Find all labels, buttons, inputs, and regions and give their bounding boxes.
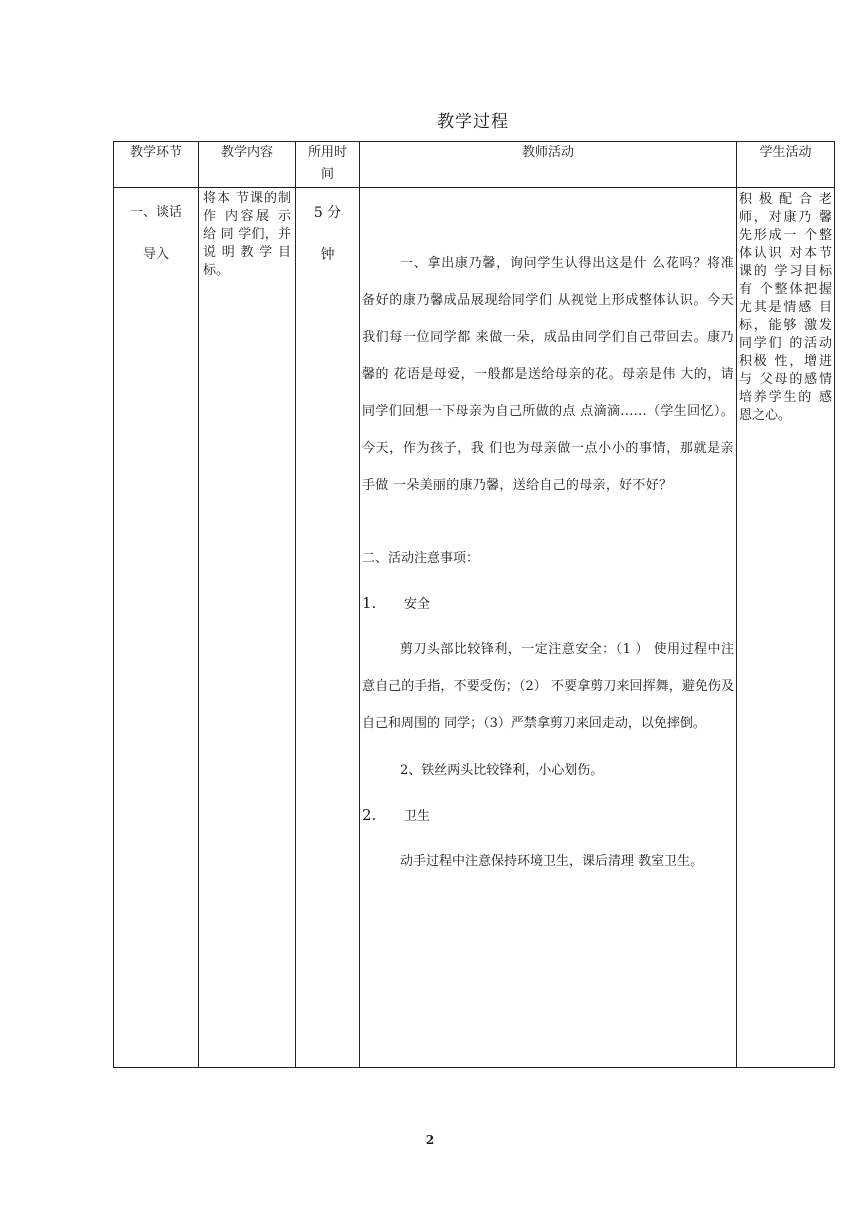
header-content: 教学内容 <box>199 142 296 188</box>
item1-sub: 2、铁丝两头比较锋利，小心划伤。 <box>400 763 604 778</box>
student-text: 积 极 配 合 老 师，对康乃 馨先形成一 个整体认识 对本节课的 学习目标 有 个整体把握 尤其是情感 目标，能够 激发同学们 的活动积极 性，增进与 父母的感情 培养学生的 感恩之心。 <box>739 192 832 423</box>
time-cell <box>296 188 360 1068</box>
item1-heading <box>362 585 734 623</box>
stage-cell <box>114 188 199 1068</box>
item1-number: 1. <box>362 594 377 612</box>
item2-label: 卫生 <box>404 809 431 824</box>
page-number: 2 <box>425 1133 435 1147</box>
item1-label: 安全 <box>404 597 431 612</box>
item2-heading <box>362 797 734 835</box>
item2-number: 2. <box>362 806 377 824</box>
teacher-intro: 一、拿出康乃馨，询问学生认得出这是什 么花吗？将准备好的康乃馨成品展现给同学们 从视觉上形成整体认识。今天我们每一位同学都 来做一朵，成品由同学们自己带回去。康乃馨的 花语是母爱，一般都是送给母亲的花。母亲是伟 大的，请同学们回想一下母亲为自己所做的点 点滴滴......（学生回忆）。今天，作为孩子，我 们也为母亲做一点小小的事情，那就是亲手做 一朵美丽的康乃馨，送给自己的母亲，好不好？ <box>362 256 734 493</box>
time-line2: 钟 <box>320 247 335 263</box>
header-time-line2: 间 <box>320 167 334 182</box>
header-stage: 教学环节 <box>114 142 199 188</box>
header-student: 学生活动 <box>737 142 835 188</box>
lesson-process-table <box>113 141 835 1068</box>
header-time-line1: 所用时 <box>307 145 347 160</box>
teacher-activity-cell <box>360 188 737 1068</box>
header-teacher: 教师活动 <box>360 142 737 188</box>
item2-body: 动手过程中注意保持环境卫生，课后清理 教室卫生。 <box>400 854 704 869</box>
page-title: 教学过程 <box>437 112 509 132</box>
time-line1: 5 分 <box>313 205 342 221</box>
content-text: 将本 节课的制作 内容展 示 给 同 学们，并 说明教学目 标。 <box>203 191 291 278</box>
table-row <box>114 188 835 1068</box>
stage-line1: 一、谈话 <box>129 205 182 220</box>
item1-body: 剪刀头部比较锋利，一定注意安全：（1 ） 使用过程中注意自己的手指，不要受伤；（2） 不要拿剪刀来回挥舞，避免伤及自己和周围的 同学；（3）严禁拿剪刀来回走动，以免摔倒。 <box>362 642 734 731</box>
content-cell <box>199 188 296 1068</box>
student-activity-cell <box>737 188 835 1068</box>
header-time <box>296 142 360 188</box>
stage-line2: 导入 <box>142 247 169 262</box>
notes-heading: 二、活动注意事项： <box>362 551 480 566</box>
table-header-row <box>114 142 835 188</box>
